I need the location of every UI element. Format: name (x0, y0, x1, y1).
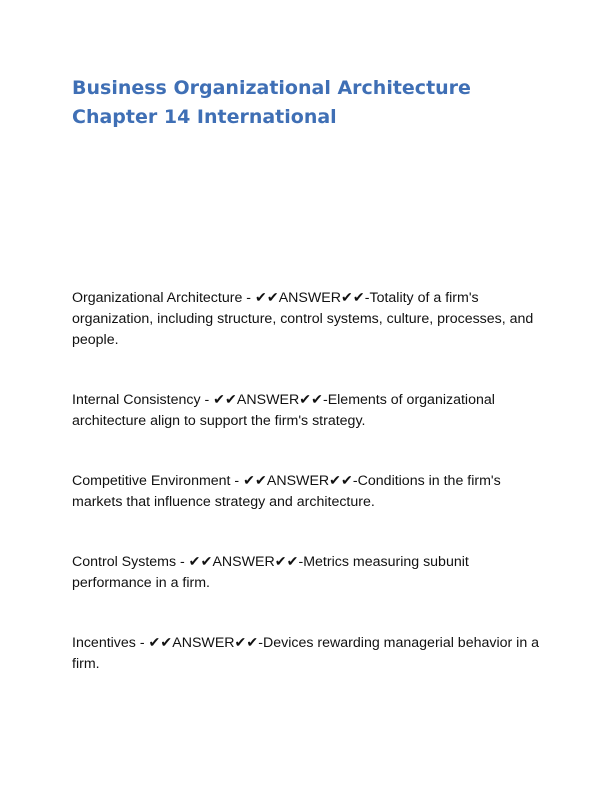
entry-organizational-architecture: Organizational Architecture - ✔✔ANSWER✔✔-Totality of a firm's organization, including structure, control systems, culture, processes, and people. (72, 290, 534, 348)
entry-incentives: Incentives - ✔✔ANSWER✔✔-Devices rewarding managerial behavior in a firm. (72, 635, 540, 672)
entry-internal-consistency: Internal Consistency - ✔✔ANSWER✔✔-Elements of organizational architecture align to support the firm's strategy. (72, 392, 495, 429)
entry-control-systems: Control Systems - ✔✔ANSWER✔✔-Metrics measuring subunit performance in a firm. (72, 554, 469, 591)
entry-competitive-environment: Competitive Environment - ✔✔ANSWER✔✔-Conditions in the firm's markets that influence strategy and architecture. (72, 473, 501, 510)
flashcard-list (72, 288, 542, 675)
title-line-2: Chapter 14 International (72, 106, 337, 128)
document-title (72, 74, 542, 132)
title-line-1: Business Organizational Architecture (72, 77, 471, 99)
